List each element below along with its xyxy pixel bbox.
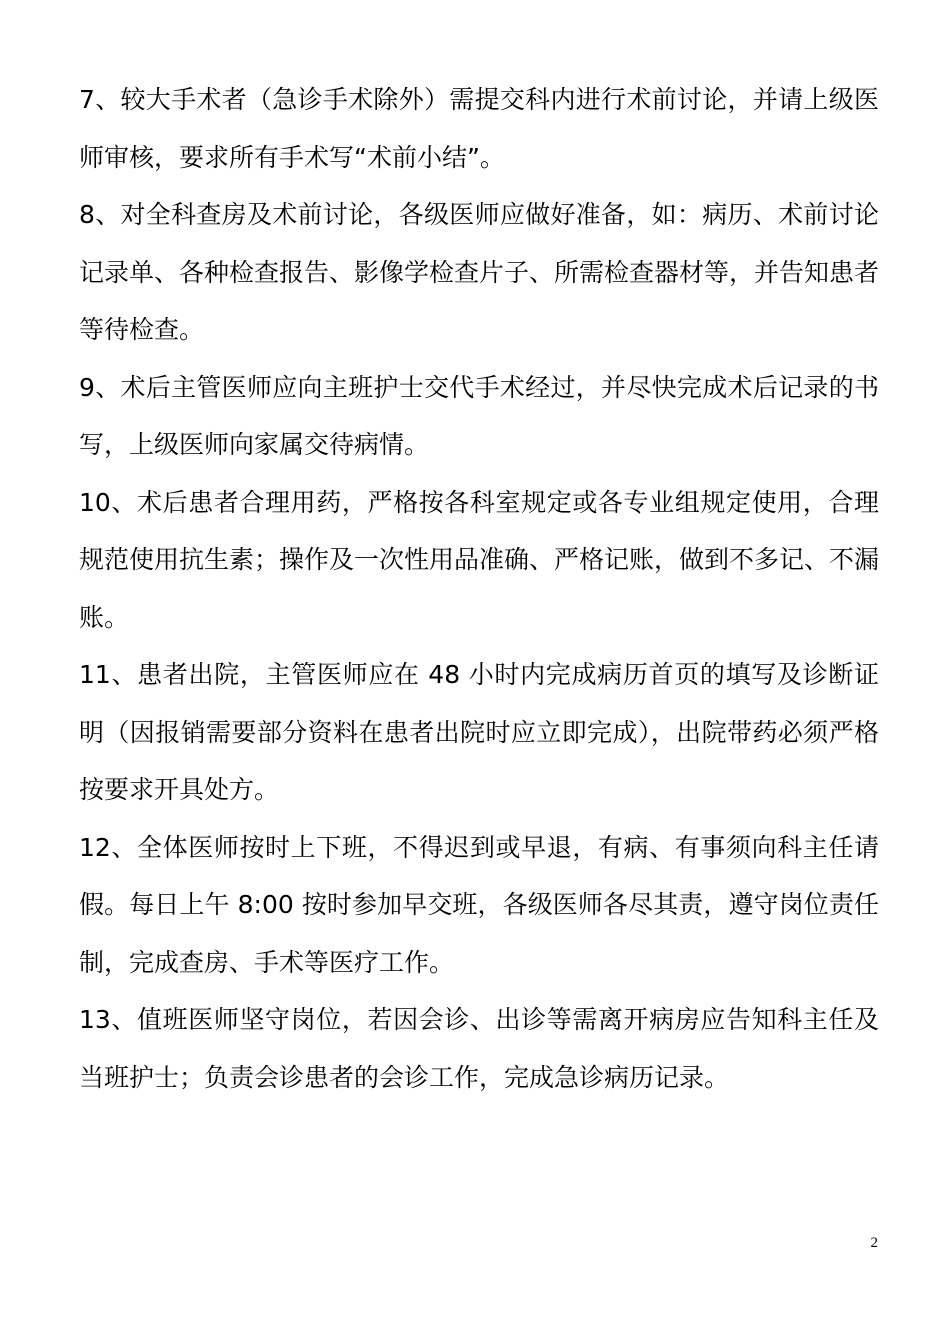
rule-paragraph-13: 13、值班医师坚守岗位，若因会诊、出诊等需离开病房应告知科主任及当班护士；负责会诊患者的会诊工作，完成急诊病历记录。 <box>79 1005 879 1092</box>
rule-paragraph-7: 7、较大手术者（急诊手术除外）需提交科内进行术前讨论，并请上级医师审核，要求所有手术写“术前小结”。 <box>79 85 879 172</box>
rule-paragraph-12: 12、全体医师按时上下班，不得迟到或早退，有病、有事须向科主任请假。每日上午 8:00 按时参加早交班，各级医师各尽其责，遵守岗位责任制，完成查房、手术等医疗工作。 <box>79 832 879 977</box>
rule-paragraph-8: 8、对全科查房及术前讨论，各级医师应做好准备，如：病历、术前讨论记录单、各种检查报告、影像学检查片子、所需检查器材等，并告知患者等待检查。 <box>79 200 880 344</box>
rule-paragraph-10: 10、术后患者合理用药，严格按各科室规定或各专业组规定使用，合理规范使用抗生素；操作及一次性用品准确、严格记账，做到不多记、不漏账。 <box>79 487 880 632</box>
rule-paragraph-11: 11、患者出院，主管医师应在 48 小时内完成病历首页的填写及诊断证明（因报销需要部分资料在患者出院时应立即完成），出院带药必须严格按要求开具处方。 <box>79 660 879 804</box>
rule-paragraph-9: 9、术后主管医师应向主班护士交代手术经过，并尽快完成术后记录的书写，上级医师向家属交待病情。 <box>79 372 879 459</box>
page-number: 2 <box>870 1235 878 1251</box>
document-body <box>79 71 879 1106</box>
